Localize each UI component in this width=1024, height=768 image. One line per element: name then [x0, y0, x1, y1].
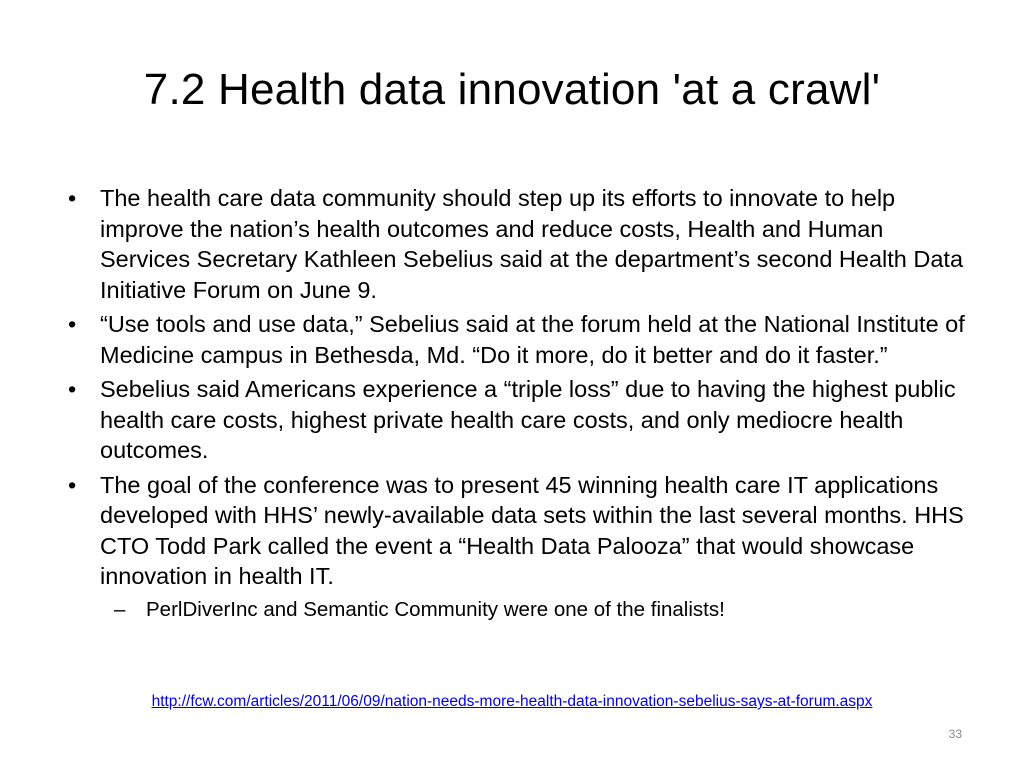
bullet-text: The goal of the conference was to present 45 winning health care IT applications developed with HHS’ newly-available data sets within the last several months. HHS CTO Todd Park called the event a “Health Data Palooza” that would showcase innovation in health IT. — [100, 471, 964, 589]
sub-bullet-item — [100, 596, 967, 623]
bullet-icon: • — [68, 376, 77, 402]
slide-title: 7.2 Health data innovation 'at a crawl' — [143, 65, 881, 114]
bullet-icon: • — [68, 311, 77, 337]
sub-bullet-list — [100, 596, 967, 623]
bullet-item — [62, 470, 967, 623]
bullet-item — [62, 183, 967, 305]
bullet-item — [62, 309, 967, 370]
slide-content — [62, 183, 967, 627]
bullet-text: The health care data community should step up its efforts to innovate to help improve the nation’s health outcomes and reduce costs, Health and Human Services Secretary Kathleen Sebelius said at the department’s second Health Data Initiative Forum on June 9. — [100, 185, 964, 303]
bullet-text: Sebelius said Americans experience a “triple loss” due to having the highest public health care costs, highest private health care costs, and only mediocre health outcomes. — [100, 376, 956, 463]
bullet-icon: • — [68, 471, 77, 498]
dash-icon: – — [114, 597, 126, 621]
bullet-item — [62, 374, 967, 466]
bullet-list — [62, 183, 967, 623]
source-link[interactable]: http://fcw.com/articles/2011/06/09/nation-needs-more-health-data-innovation-sebelius-says-at-forum.aspx — [151, 693, 873, 710]
bullet-text: “Use tools and use data,” Sebelius said at the forum held at the National Institute of Medicine campus in Bethesda, Md. “Do it more, do it better and do it faster.” — [100, 311, 965, 368]
bullet-icon: • — [68, 185, 77, 211]
sub-bullet-text: PerlDiverInc and Semantic Community were one of the finalists! — [146, 597, 725, 621]
page-number: 33 — [948, 727, 962, 741]
